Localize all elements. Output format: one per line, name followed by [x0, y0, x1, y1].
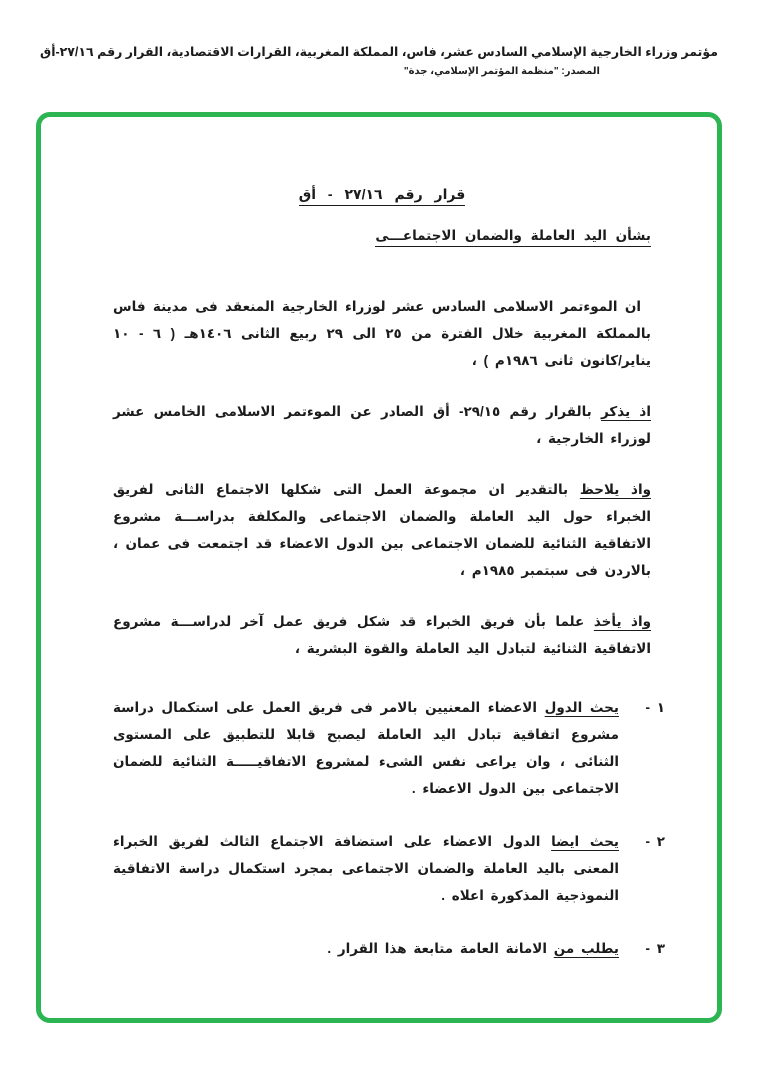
- resolution-subtitle: [113, 222, 651, 249]
- item-paragraph: [113, 694, 619, 802]
- item-lead: يطلب من: [553, 941, 619, 956]
- clause-lead: واذ يأخذ: [593, 614, 651, 629]
- catalog-line: مؤتمر وزراء الخارجية الإسلامي السادس عشر، فاس، المملكة المغربية، القرارات الاقتصادية، القرار رقم ٢٧/١٦-أق: [40, 45, 718, 59]
- resolution-title-text: قرار رقم ٢٧/١٦ - أق: [299, 186, 466, 206]
- clause-lead: اذ يذكر: [601, 404, 651, 419]
- operative-item-2: [113, 828, 665, 909]
- paragraph-text: بالتقدير ان مجموعة العمل التى شكلها الاجتماع الثانى لفريق الخبراء حول اليد العاملة والضمان الاجتماعى والمكلفة بدراســـة مشروع الاتفاقية الثنائية للضمان الاجتماعى بين الدول الاعضاء قد اجتمعت فى عمان ، بالاردن فى سبتمبر ١٩٨٥م ،: [113, 482, 651, 578]
- item-paragraph: [113, 935, 619, 962]
- paragraph-text: علما بأن فريق الخبراء قد شكل فريق عمل آخر لدراســـة مشروع الاتفاقية الثنائية لتبادل اليد العاملة والقوة البشرية ،: [113, 614, 651, 656]
- document-header: [0, 0, 758, 77]
- preamble-clause-noting: [113, 476, 651, 584]
- item-body: الدول الاعضاء على استضافة الاجتماع الثالث لفريق الخبراء المعنى باليد العاملة والضمان الاجتماعى بمجرد استكمال دراسة الاتفاقية النموذجية المذكورة اعلاه .: [113, 834, 619, 903]
- preamble-clause-recalling: [113, 398, 651, 452]
- clause-lead: واذ يلاحظ: [579, 482, 651, 497]
- operative-item-1: [113, 694, 665, 802]
- resolution-subtitle-text: بشأن اليد العاملة والضمان الاجتماعـــى: [375, 228, 651, 247]
- item-body: الامانة العامة متابعة هذا القرار .: [327, 941, 547, 956]
- resolution-body: [41, 117, 717, 962]
- operative-items-list: [113, 694, 665, 962]
- paragraph-text: ان الموءتمر الاسلامى السادس عشر لوزراء الخارجية المنعقد فى مدينة فاس بالمملكة المغربية خلال الفترة من ٢٥ الى ٢٩ ربيع الثانى ١٤٠٦هـ ( ٦ - ١٠ يناير/كانون ثانى ١٩٨٦م ) ،: [113, 299, 652, 368]
- item-lead: يحث ايضا: [551, 834, 619, 849]
- item-lead: يحث الدول: [544, 700, 619, 715]
- operative-item-3: [113, 935, 665, 962]
- item-body: الاعضاء المعنيين بالامر فى فريق العمل على استكمال دراسة مشروع اتفاقية تبادل اليد العاملة ليصبح قابلا للتطبيق على المستوى الثنائى ، وان يراعى نفس الشىء لمشروع الاتفاقيـــــة الثنائية للضمان الاجتماعى بين الدول الاعضاء .: [113, 700, 619, 796]
- preamble-opening-paragraph: [113, 293, 651, 374]
- paragraph-text: بالقرار رقم ٢٩/١٥- أق الصادر عن الموءتمر الاسلامى الخامس عشر لوزراء الخارجية ،: [113, 404, 651, 446]
- item-paragraph: [113, 828, 619, 909]
- preamble-clause-taking-note: [113, 608, 651, 662]
- item-number: ٣ -: [645, 941, 665, 956]
- resolution-title: [113, 181, 651, 208]
- document-frame: [36, 112, 722, 1023]
- source-line: المصدر: "منظمة المؤتمر الإسلامي، جدة": [403, 66, 600, 77]
- item-number: ٢ -: [645, 834, 665, 849]
- item-number: ١ -: [645, 700, 665, 715]
